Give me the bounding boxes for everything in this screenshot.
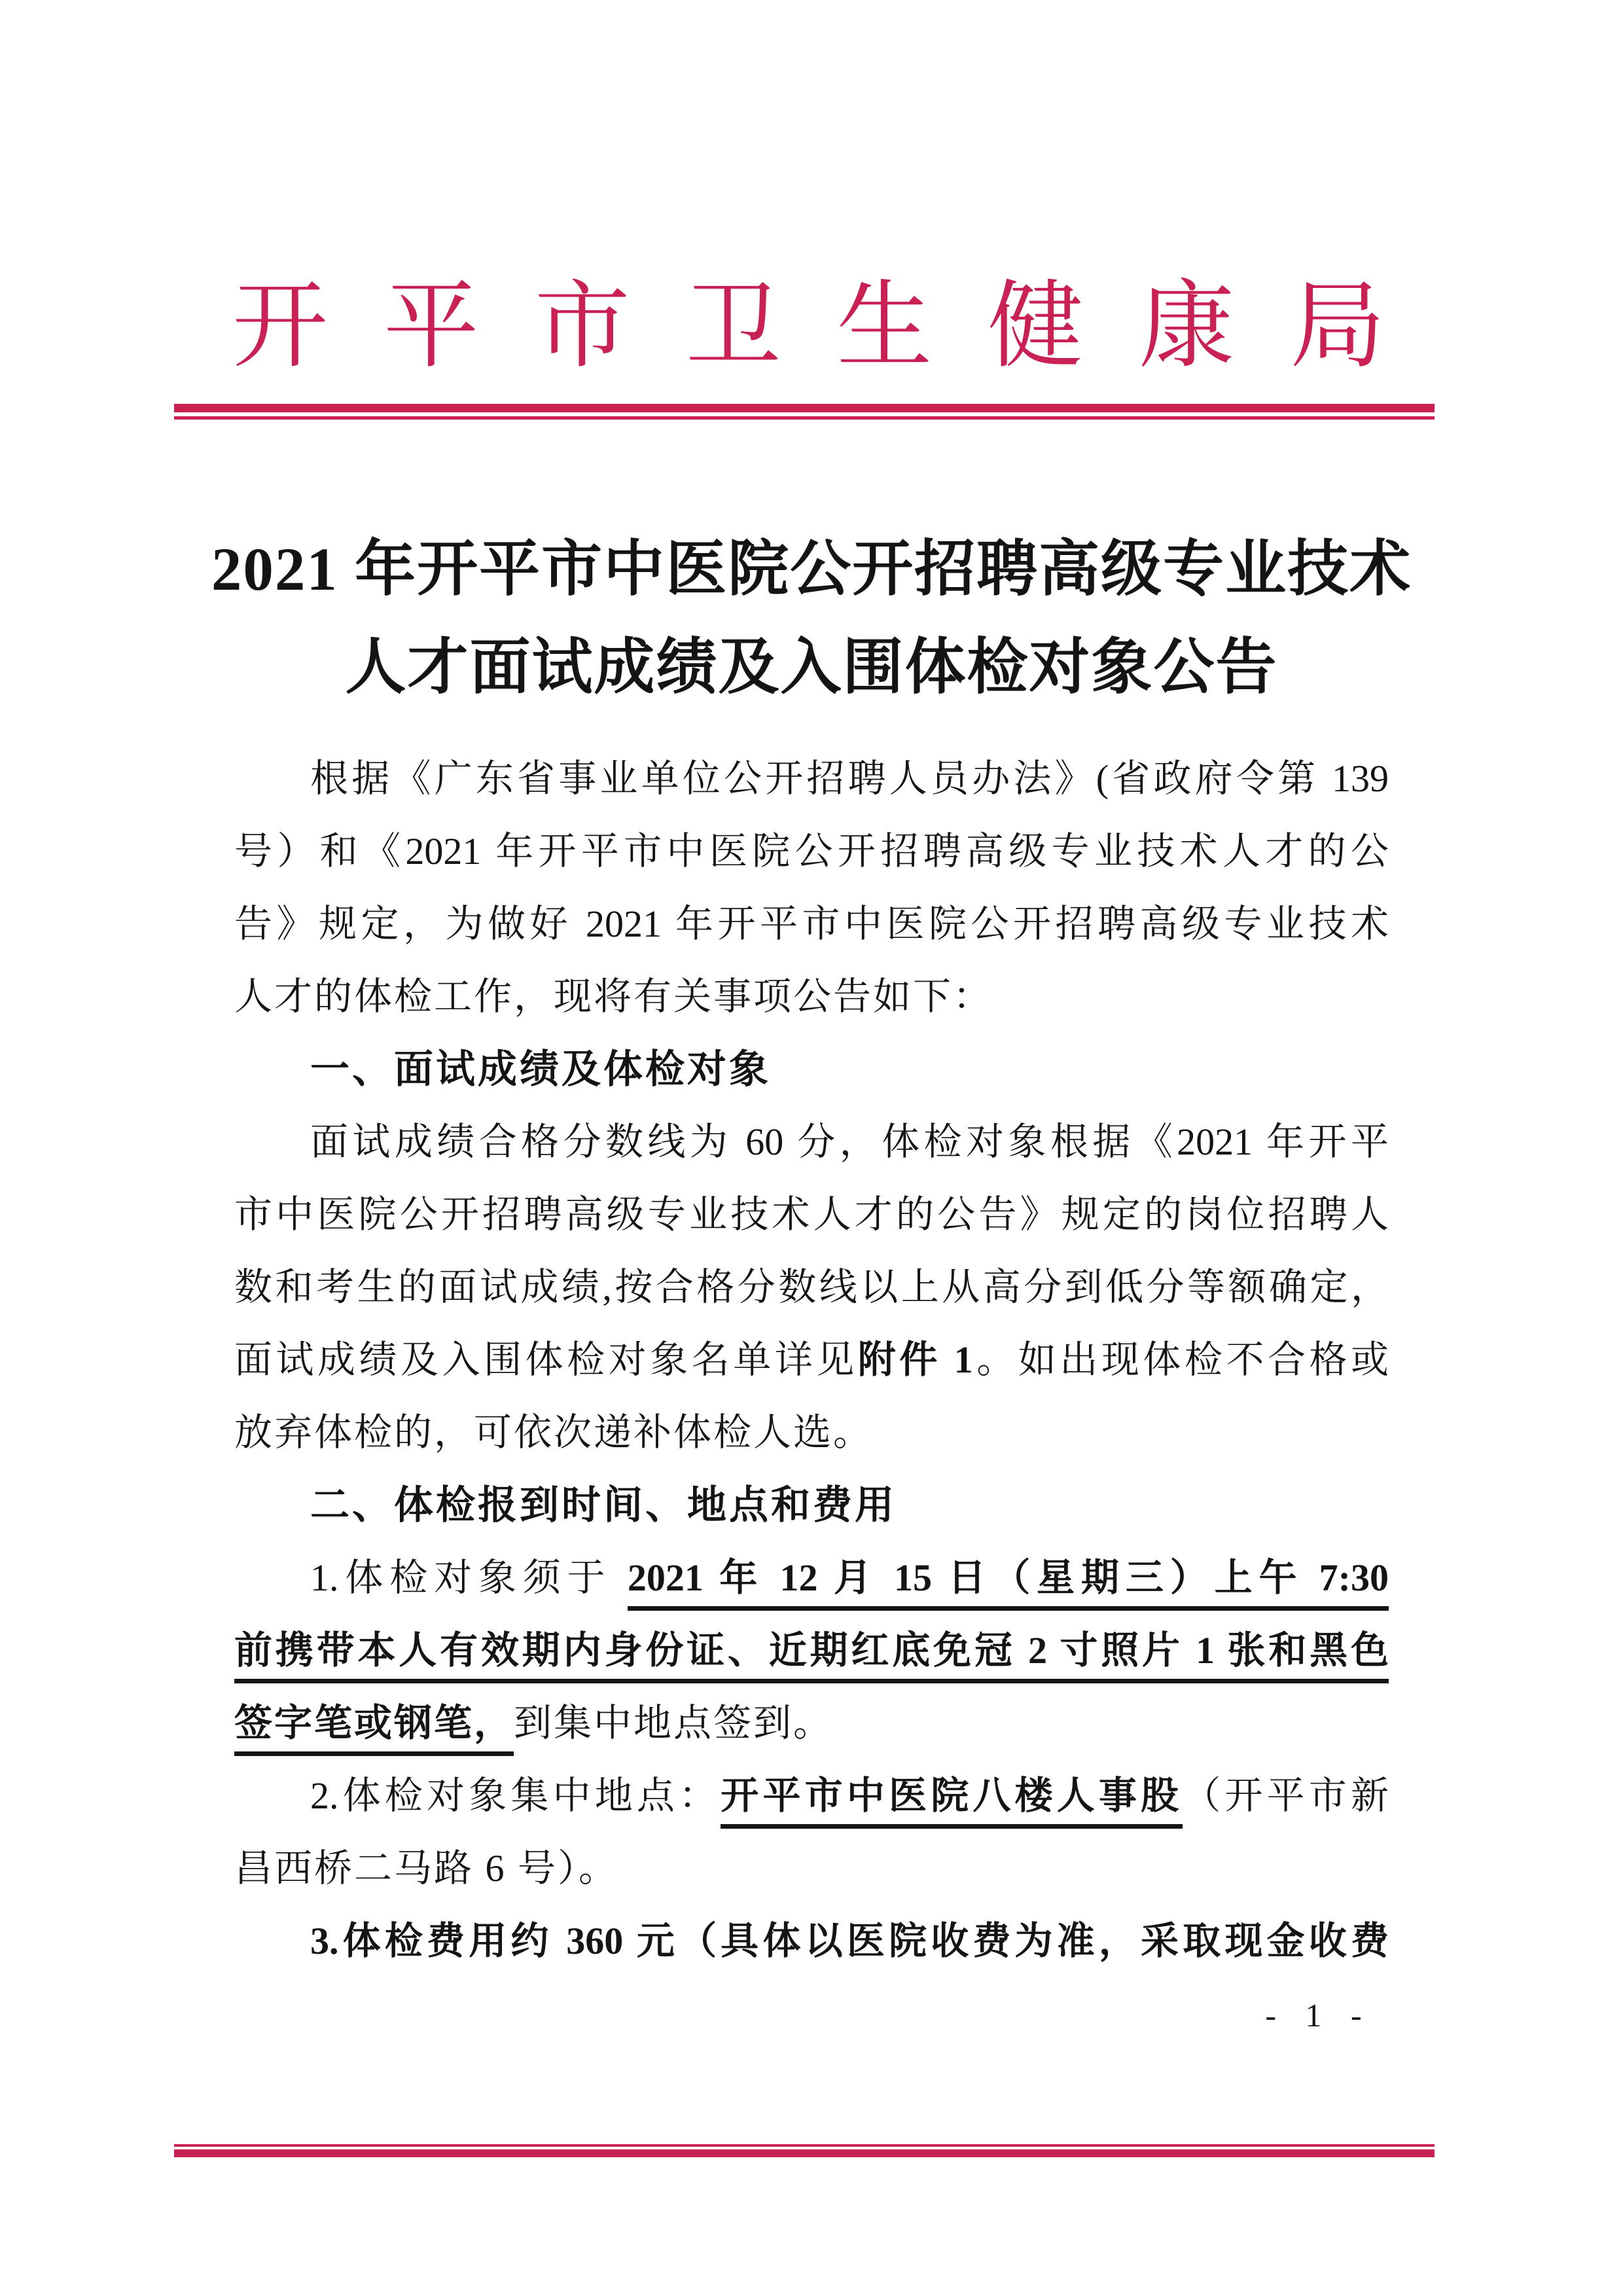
body-text-segment: 3.体检费用约 360 元（具体以医院收费为准，采取现金收费 [310,1920,1389,1962]
letterhead-org-name: 开平市卫生健康局 [232,274,1385,380]
page-number: - 1 - [1265,1997,1372,2034]
body-line [234,1614,1389,1687]
letterhead-rule-thick [174,404,1435,412]
body-text-segment: 2.体检对象集中地点： [310,1774,721,1817]
letterhead-rule-thin [174,416,1435,420]
body-line [234,1105,1389,1178]
body-line [234,815,1389,888]
body-line [234,1541,1389,1614]
body-text-segment: 根据《广东省事业单位公开招聘人员办法》(省政府令第 139 [310,757,1389,800]
body-line [234,1905,1389,1977]
body-line [234,1033,1389,1105]
body-text-segment: 昌西桥二马路 6 号）。 [234,1847,619,1890]
body-text-segment: 到集中地点签到。 [514,1702,834,1744]
body-line [234,1832,1389,1905]
body-line [234,960,1389,1033]
body-line [234,1178,1389,1251]
document-title [0,521,1623,717]
body-line [234,888,1389,960]
body-text-segment: 开平市中医院八楼人事股 [721,1774,1183,1829]
body-text-segment: 2021 年 12 月 15 日（星期三）上午 7:30 [628,1556,1389,1611]
body-text-segment: 1.体检对象须于 [310,1556,628,1599]
body-text-segment: 一、面试成绩及体检对象 [310,1047,771,1091]
document-title-line1: 2021 年开平市中医院公开招聘高级专业技术 [211,536,1412,603]
footer-rule-thick [174,2149,1435,2157]
body-line [234,1687,1389,1759]
body-line [234,1251,1389,1323]
body-text-segment: （开平市新 [1183,1774,1389,1817]
body-line [234,1323,1389,1396]
body-text-segment: 附件 1 [857,1338,973,1381]
body-line [234,1396,1389,1469]
footer-rule-thin [174,2144,1435,2147]
body-text-segment: 数和考生的面试成绩,按合格分数线以上从高分到低分等额确定， [234,1266,1389,1308]
body-text-segment: 号）和《2021 年开平市中医院公开招聘高级专业技术人才的公 [234,830,1389,872]
body-text-segment: 告》规定，为做好 2021 年开平市中医院公开招聘高级专业技术 [234,903,1389,945]
body-text-segment: 前携带本人有效期内身份证、近期红底免冠 2 寸照片 1 张和黑色 [234,1629,1389,1683]
body-text-segment: 签字笔或钢笔， [234,1702,514,1756]
body-text-segment: 面试成绩及入围体检对象名单详见 [234,1338,858,1381]
document-body [234,742,1389,1977]
document-title-line2: 人才面试成绩及入围体检对象公告 [345,634,1278,702]
body-text-segment: 人才的体检工作，现将有关事项公告如下： [234,975,993,1018]
body-line [234,1469,1389,1541]
body-text-segment: 面试成绩合格分数线为 60 分，体检对象根据《2021 年开平 [310,1121,1389,1163]
body-text-segment: 二、体检报到时间、地点和费用 [310,1483,897,1527]
body-text-segment: 。如出现体检不合格或 [972,1338,1389,1381]
body-line [234,1759,1389,1832]
body-text-segment: 放弃体检的，可依次递补体检人选。 [234,1411,874,1454]
body-text-segment: 市中医院公开招聘高级专业技术人才的公告》规定的岗位招聘人 [234,1193,1389,1236]
body-line [234,742,1389,815]
